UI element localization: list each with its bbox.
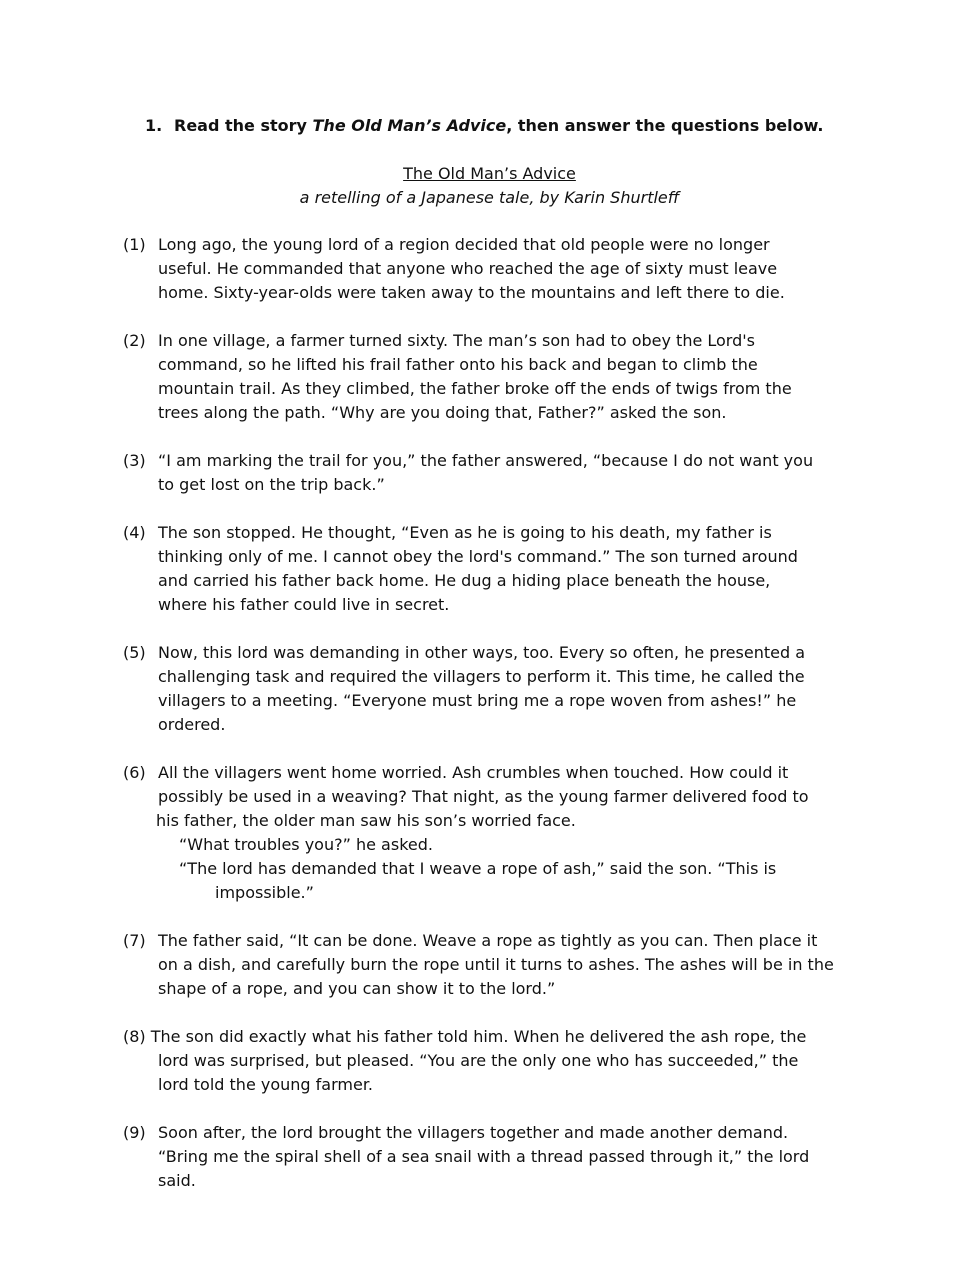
- instruction-text-after: , then answer the questions below.: [506, 116, 824, 135]
- paragraph-1: [123, 233, 868, 305]
- story-subtitle: a retelling of a Japanese tale, by Karin Shurtleff: [299, 188, 680, 207]
- question-instruction: [145, 115, 823, 137]
- dialogue-line: impossible.”: [215, 883, 314, 902]
- paragraph-line: thinking only of me. I cannot obey the lord's command.” The son turned around: [158, 547, 798, 566]
- paragraph-3: [123, 449, 868, 497]
- paragraph-line: possibly be used in a weaving? That night, as the young farmer delivered food to: [158, 787, 809, 806]
- paragraph-line: home. Sixty-year-olds were taken away to the mountains and left there to die.: [158, 283, 785, 302]
- paragraph-line: The father said, “It can be done. Weave a rope as tightly as you can. Then place it: [158, 931, 818, 950]
- instruction-text-before: Read the story: [174, 116, 313, 135]
- paragraph-line: command, so he lifted his frail father onto his back and began to climb the: [158, 355, 758, 374]
- paragraph-number: (6): [123, 763, 146, 782]
- paragraph-number: (8): [123, 1027, 146, 1046]
- paragraph-line: “Bring me the spiral shell of a sea snail with a thread passed through it,” the lord: [158, 1147, 810, 1166]
- paragraph-line: where his father could live in secret.: [158, 595, 450, 614]
- paragraph-number: (7): [123, 931, 146, 950]
- paragraph-number: (5): [123, 643, 146, 662]
- dialogue-line: “What troubles you?” he asked.: [179, 835, 433, 854]
- paragraph-line: mountain trail. As they climbed, the father broke off the ends of twigs from the: [158, 379, 792, 398]
- paragraph-line: lord was surprised, but pleased. “You are the only one who has succeeded,” the: [158, 1051, 799, 1070]
- paragraph-line: his father, the older man saw his son’s worried face.: [156, 811, 576, 830]
- paragraph-line: In one village, a farmer turned sixty. The man’s son had to obey the Lord's: [158, 331, 755, 350]
- paragraph-line: trees along the path. “Why are you doing that, Father?” asked the son.: [158, 403, 727, 422]
- paragraph-line: Now, this lord was demanding in other ways, too. Every so often, he presented a: [158, 643, 806, 662]
- paragraph-line: and carried his father back home. He dug a hiding place beneath the house,: [158, 571, 771, 590]
- paragraph-line: said.: [158, 1171, 196, 1190]
- paragraph-line: on a dish, and carefully burn the rope until it turns to ashes. The ashes will be in the: [158, 955, 834, 974]
- paragraph-line: The son stopped. He thought, “Even as he is going to his death, my father is: [158, 523, 772, 542]
- paragraph-line: All the villagers went home worried. Ash crumbles when touched. How could it: [158, 763, 789, 782]
- paragraph-number: (2): [123, 331, 146, 350]
- paragraph-9: [123, 1121, 868, 1193]
- instruction-story-title: The Old Man’s Advice: [312, 116, 507, 135]
- paragraph-line: villagers to a meeting. “Everyone must bring me a rope woven from ashes!” he: [158, 691, 797, 710]
- paragraph-7: [123, 929, 868, 1001]
- paragraph-line: “I am marking the trail for you,” the father answered, “because I do not want you: [158, 451, 814, 470]
- paragraph-number: (4): [123, 523, 146, 542]
- question-number: 1.: [145, 116, 163, 135]
- paragraph-number: (9): [123, 1123, 146, 1142]
- paragraph-line: Soon after, the lord brought the villagers together and made another demand.: [158, 1123, 789, 1142]
- paragraph-8: [123, 1025, 868, 1097]
- dialogue-line: “The lord has demanded that I weave a rope of ash,” said the son. “This is: [179, 859, 777, 878]
- paragraph-line: shape of a rope, and you can show it to the lord.”: [158, 979, 556, 998]
- paragraph-5: [123, 641, 868, 737]
- paragraph-line: Long ago, the young lord of a region decided that old people were no longer: [158, 235, 770, 254]
- paragraph-line: useful. He commanded that anyone who reached the age of sixty must leave: [158, 259, 778, 278]
- paragraph-line: to get lost on the trip back.”: [158, 475, 385, 494]
- paragraph-line: challenging task and required the villagers to perform it. This time, he called the: [158, 667, 805, 686]
- paragraph-2: [123, 329, 868, 425]
- story-title: The Old Man’s Advice: [403, 164, 576, 183]
- paragraph-number: (3): [123, 451, 146, 470]
- paragraph-4: [123, 521, 868, 617]
- paragraph-line: ordered.: [158, 715, 226, 734]
- paragraph-6: [123, 761, 868, 905]
- paragraph-first-line: (8) The son did exactly what his father told him. When he delivered the ash rope, the: [123, 1027, 807, 1046]
- paragraph-number: (1): [123, 235, 146, 254]
- paragraph-line: lord told the young farmer.: [158, 1075, 374, 1094]
